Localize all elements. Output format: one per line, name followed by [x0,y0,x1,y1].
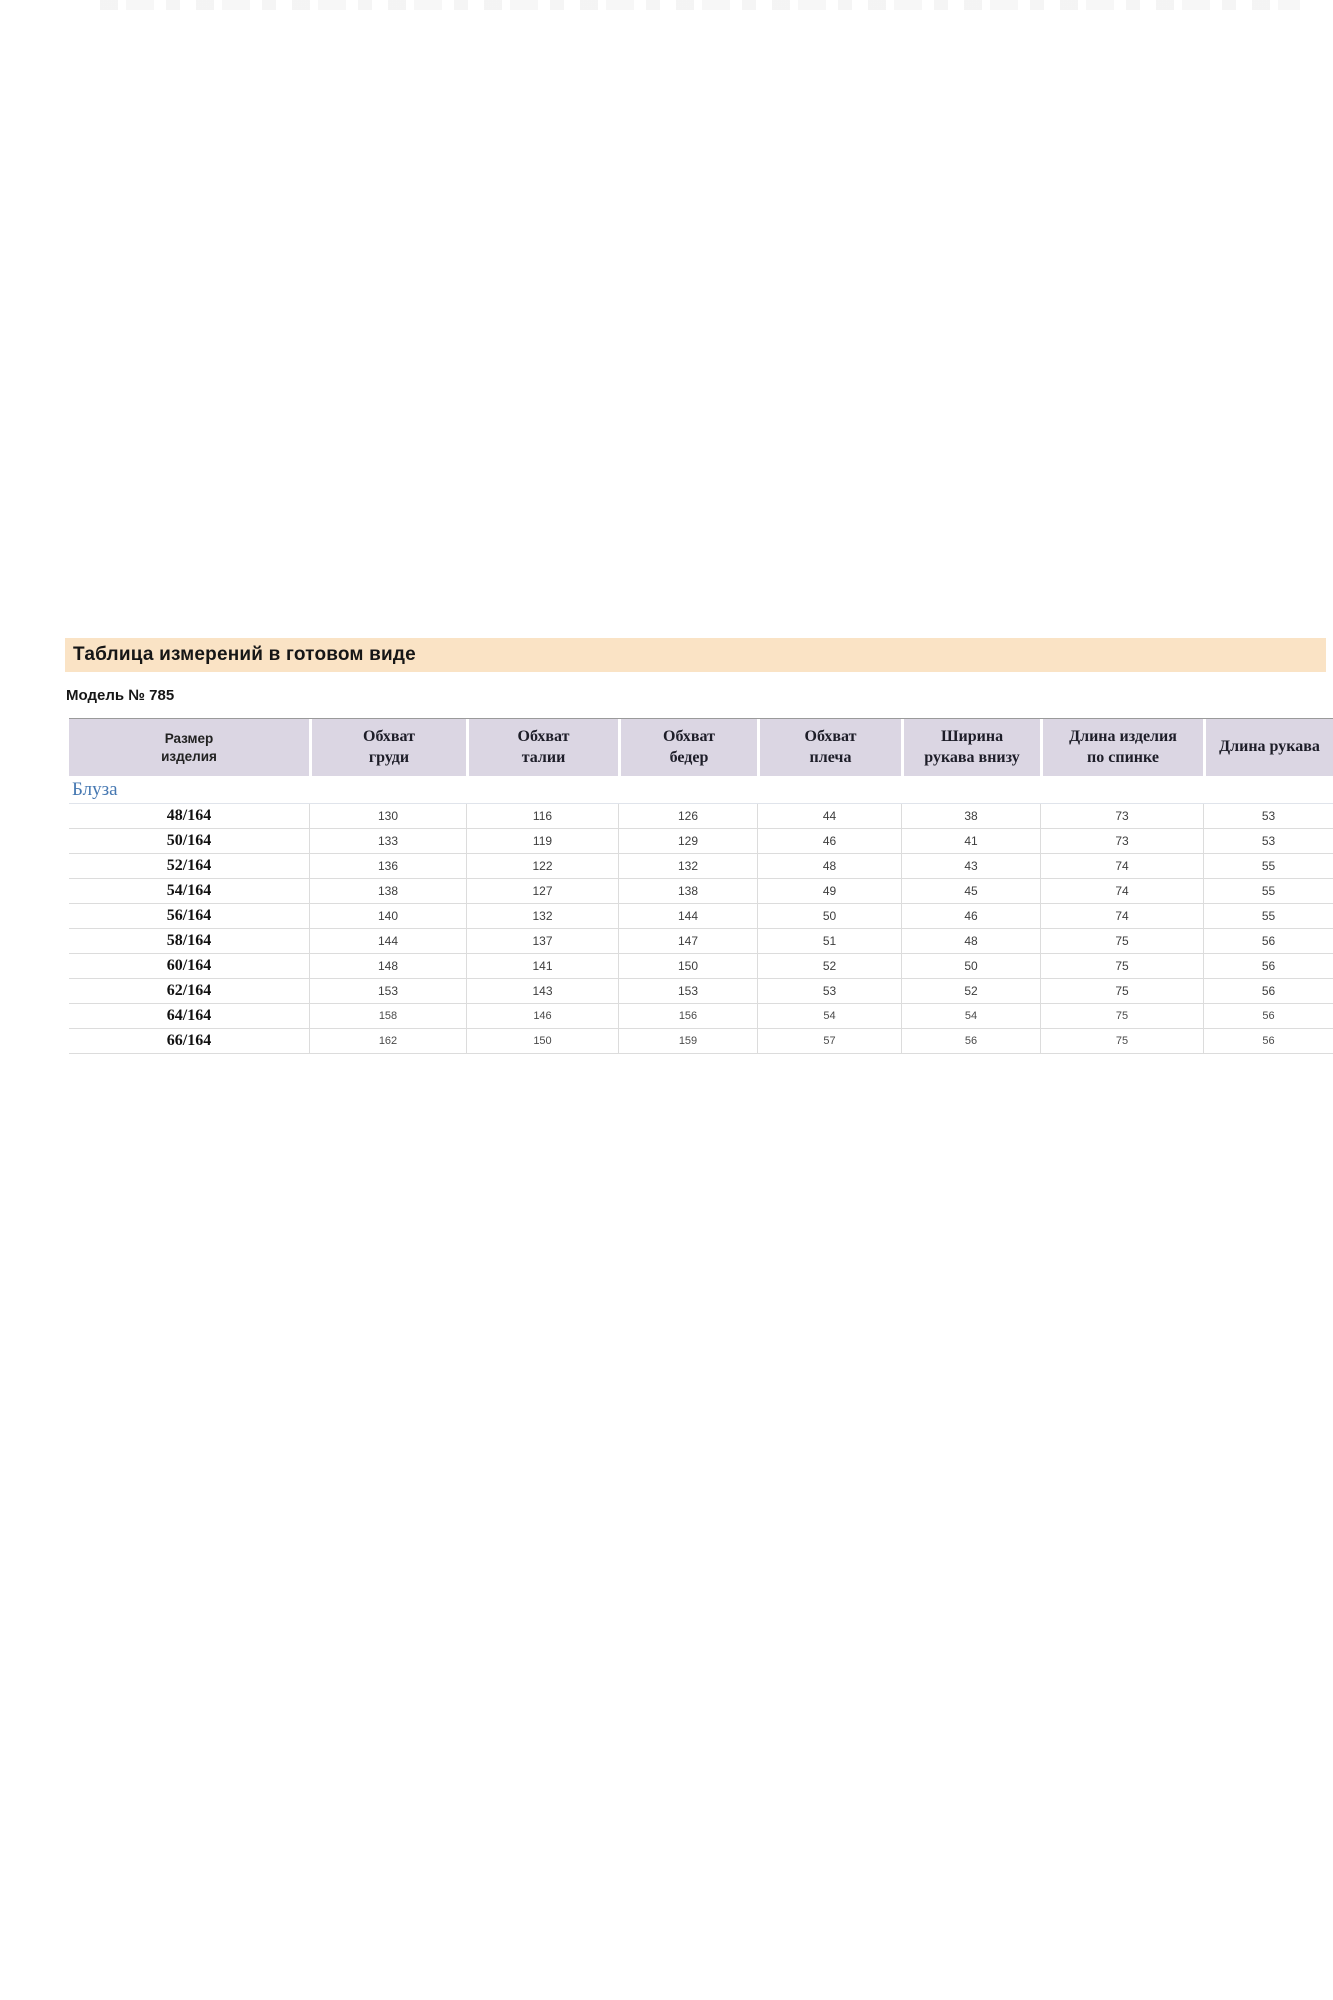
value-cell: 56 [1203,929,1333,954]
size-cell: 56/164 [69,904,309,929]
size-cell: 52/164 [69,854,309,879]
value-cell: 56 [1203,1004,1333,1029]
table-row [69,929,1333,954]
value-cell: 75 [1040,1004,1203,1029]
value-cell: 54 [901,1004,1040,1029]
column-header-hips: Обхват бедер [618,719,757,776]
value-cell: 46 [901,904,1040,929]
value-cell: 143 [466,979,618,1004]
table-header-row [69,718,1333,776]
cropped-text-remnant [100,0,1300,10]
value-cell: 49 [757,879,901,904]
value-cell: 50 [757,904,901,929]
value-cell: 129 [618,829,757,854]
section-title-bar [65,638,1326,672]
value-cell: 75 [1040,979,1203,1004]
value-cell: 73 [1040,829,1203,854]
value-cell: 146 [466,1004,618,1029]
size-cell: 60/164 [69,954,309,979]
value-cell: 144 [618,904,757,929]
value-cell: 46 [757,829,901,854]
value-cell: 138 [309,879,466,904]
value-cell: 130 [309,804,466,829]
table-body [69,804,1333,1054]
table-row [69,904,1333,929]
value-cell: 48 [757,854,901,879]
table-row [69,879,1333,904]
value-cell: 56 [1203,954,1333,979]
value-cell: 73 [1040,804,1203,829]
value-cell: 122 [466,854,618,879]
model-number-label: Модель № 785 [66,687,175,704]
value-cell: 141 [466,954,618,979]
value-cell: 56 [1203,1029,1333,1054]
value-cell: 137 [466,929,618,954]
size-cell: 66/164 [69,1029,309,1054]
column-header-sleeve-width: Ширина рукава внизу [901,719,1040,776]
value-cell: 127 [466,879,618,904]
value-cell: 158 [309,1004,466,1029]
value-cell: 41 [901,829,1040,854]
value-cell: 147 [618,929,757,954]
table-row [69,1029,1333,1054]
value-cell: 132 [466,904,618,929]
value-cell: 53 [1203,829,1333,854]
value-cell: 51 [757,929,901,954]
value-cell: 45 [901,879,1040,904]
value-cell: 148 [309,954,466,979]
table-row [69,1004,1333,1029]
value-cell: 75 [1040,954,1203,979]
value-cell: 153 [618,979,757,1004]
size-cell: 48/164 [69,804,309,829]
table-row [69,954,1333,979]
value-cell: 48 [901,929,1040,954]
value-cell: 74 [1040,879,1203,904]
value-cell: 126 [618,804,757,829]
value-cell: 53 [757,979,901,1004]
value-cell: 43 [901,854,1040,879]
value-cell: 140 [309,904,466,929]
size-cell: 54/164 [69,879,309,904]
column-header-shoulder: Обхват плеча [757,719,901,776]
value-cell: 44 [757,804,901,829]
table-row [69,829,1333,854]
size-cell: 58/164 [69,929,309,954]
table-row [69,979,1333,1004]
value-cell: 116 [466,804,618,829]
value-cell: 55 [1203,854,1333,879]
value-cell: 153 [309,979,466,1004]
column-header-chest: Обхват груди [309,719,466,776]
value-cell: 75 [1040,929,1203,954]
value-cell: 150 [466,1029,618,1054]
value-cell: 159 [618,1029,757,1054]
value-cell: 38 [901,804,1040,829]
value-cell: 53 [1203,804,1333,829]
value-cell: 55 [1203,904,1333,929]
value-cell: 50 [901,954,1040,979]
value-cell: 133 [309,829,466,854]
value-cell: 57 [757,1029,901,1054]
value-cell: 56 [1203,979,1333,1004]
value-cell: 56 [901,1029,1040,1054]
value-cell: 55 [1203,879,1333,904]
value-cell: 150 [618,954,757,979]
value-cell: 162 [309,1029,466,1054]
size-cell: 62/164 [69,979,309,1004]
measurement-table [69,718,1333,1054]
value-cell: 74 [1040,854,1203,879]
value-cell: 74 [1040,904,1203,929]
value-cell: 75 [1040,1029,1203,1054]
table-row [69,854,1333,879]
value-cell: 54 [757,1004,901,1029]
column-header-waist: Обхват талии [466,719,618,776]
value-cell: 52 [901,979,1040,1004]
value-cell: 144 [309,929,466,954]
value-cell: 132 [618,854,757,879]
size-cell: 50/164 [69,829,309,854]
group-row-bluza [69,776,1333,804]
column-header-size: Размер изделия [69,719,309,776]
section-title: Таблица измерений в готовом виде [73,644,416,665]
value-cell: 52 [757,954,901,979]
value-cell: 136 [309,854,466,879]
column-header-sleeve-length: Длина рукава [1203,719,1333,776]
group-label: Блуза [72,778,118,800]
value-cell: 156 [618,1004,757,1029]
value-cell: 119 [466,829,618,854]
column-header-back-length: Длина изделия по спинке [1040,719,1203,776]
size-cell: 64/164 [69,1004,309,1029]
value-cell: 138 [618,879,757,904]
table-row [69,804,1333,829]
